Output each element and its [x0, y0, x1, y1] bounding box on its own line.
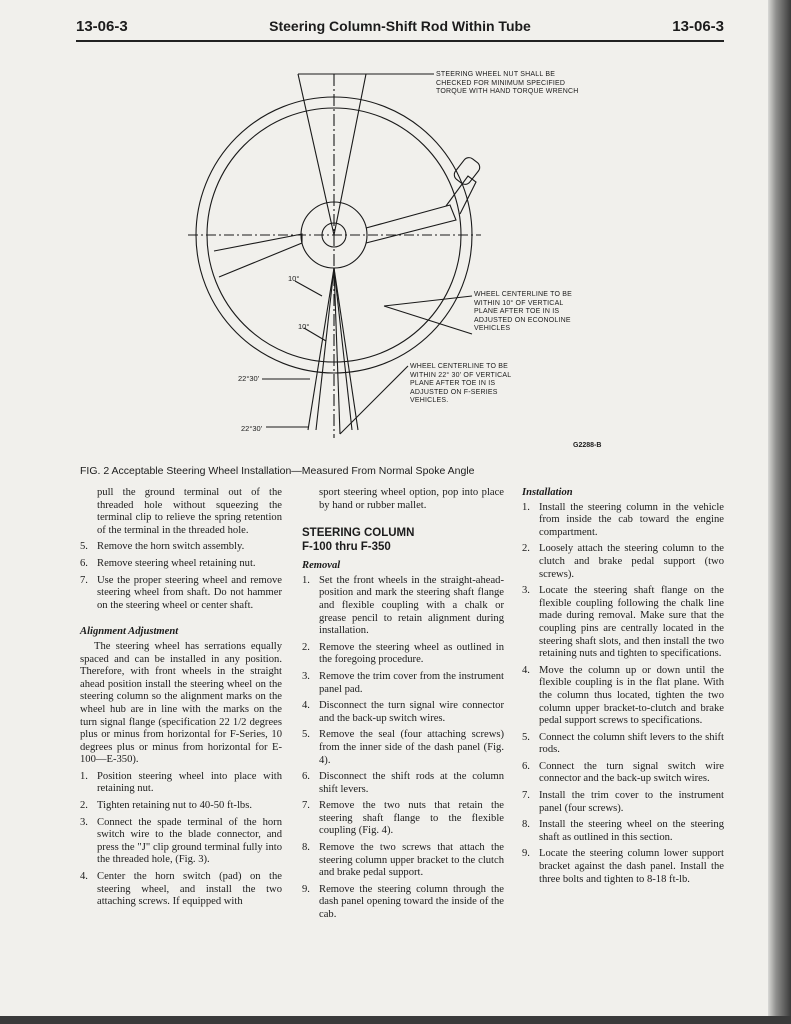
angle-label-22-30-lower: 22°30' [241, 424, 263, 433]
page-title: Steering Column-Shift Rod Within Tube [269, 18, 531, 34]
page-edge-shadow [768, 0, 791, 1024]
angle-label-10-lower: 10° [298, 322, 310, 331]
list-item: 4. Move the column up or down until the flexible coupling is in the flat plane. With the column thus located, tighten the two column upper bracket-to-clutch and brake pedal support screws to specifications. [522, 664, 724, 727]
list-item: 8. Remove the two screws that attach the steering column upper bracket to the clutch and brake pedal support. [302, 842, 504, 879]
angle-label-22-30-upper: 22°30' [238, 374, 260, 383]
list-item: 6. Disconnect the shift rods at the column shift levers. [302, 771, 504, 795]
paragraph: sport steering wheel option, pop into place by hand or rubber mallet. [319, 487, 504, 511]
list-item: 1. Set the front wheels in the straight-ahead-position and mark the steering shaft flange and flexible coupling with a chalk or grease pencil to retain alignment during installation. [302, 574, 504, 637]
subsection-title-removal: Removal [302, 560, 341, 572]
list-item: 2. Loosely attach the steering column to the clutch and brake pedal support (two screws). [522, 543, 724, 580]
list-item: 1. Position steering wheel into place with retaining nut. [80, 770, 282, 795]
list-item: 7. Remove the two nuts that retain the steering shaft flange to the flexible coupling (Fig. 4). [302, 800, 504, 837]
section-heading: STEERING COLUMN F-100 thru F-350 [302, 527, 415, 554]
paragraph: The steering wheel has serrations equally spaced and can be installed in any position. Therefore, with front wheels in the straight ahead position install the steering wheel on the steering column so the alignment marks on the wheel hub are in line with the marks on the turn signal flange (specification 22 1/2 degrees plus or minus from horizontal for F-Series, 10 degrees plus or minus from horizontal for E-100—E-350). [80, 640, 282, 766]
page-bottom-shadow [0, 1016, 791, 1024]
callout-nut-torque: STEERING WHEEL NUT SHALL BE CHECKED FOR MINIMUM SPECIFIED TORQUE WITH HAND TORQUE WRENCH [436, 71, 579, 96]
list-item: 5. Remove the seal (four attaching screws) from the inner side of the dash panel (Fig. 4). [302, 729, 504, 766]
list-item: 3. Locate the steering shaft flange on the flexible coupling following the chalk line made during removal. Make sure that the coupling pins are centrally located in the steering shaft slots, and then install the two retaining nuts and tighten to specifications. [522, 585, 724, 660]
callout-fseries-centerline: WHEEL CENTERLINE TO BE WITHIN 22° 30' OF VERTICAL PLANE AFTER TOE IN IS ADJUSTED ON F-SERIES VEHICLES. [410, 363, 512, 405]
list-item: 5. Remove the horn switch assembly. [80, 541, 245, 553]
list-item: 7. Install the trim cover to the instrument panel (four screws). [522, 790, 724, 814]
text-column-1 [80, 487, 282, 913]
figure-caption: FIG. 2 Acceptable Steering Wheel Installation—Measured From Normal Spoke Angle [80, 465, 475, 477]
list-item: 7. Use the proper steering wheel and remove steering wheel from shaft. Do not hammer on the steering wheel or center shaft. [80, 574, 282, 611]
spoke-left [214, 234, 302, 277]
spoke-right [366, 205, 456, 243]
subsection-title-alignment: Alignment Adjustment [80, 626, 179, 638]
page-number-left: 13-06-3 [76, 18, 128, 35]
list-item: 8. Install the steering wheel on the steering shaft as outlined in this section. [522, 819, 724, 843]
page-header [76, 14, 724, 42]
list-item: 2. Tighten retaining nut to 40-50 ft-lbs. [80, 800, 252, 812]
paragraph: pull the ground terminal out of the threaded hole without squeezing the terminal clip to relieve the spring retention of the terminal in the threaded hole. [97, 487, 282, 536]
list-item: 5. Connect the column shift levers to the shift rods. [522, 731, 724, 756]
list-item: 9. Remove the steering column through the dash panel opening toward the inside of the cab. [302, 883, 504, 921]
list-item: 2. Remove the steering wheel as outlined in the foregoing procedure. [302, 641, 504, 666]
angle-label-10-upper: 10° [288, 274, 300, 283]
text-column-3 [522, 487, 724, 890]
steering-wheel-diagram [76, 58, 724, 458]
list-item: 9. Locate the steering column lower support bracket against the dash panel. Install the three bolts and tighten to 8-18 ft-lb. [522, 848, 724, 885]
subsection-title-installation: Installation [522, 487, 573, 498]
list-item: 6. Remove steering wheel retaining nut. [80, 557, 256, 569]
figure-id: G2288-B [573, 442, 602, 449]
list-item: 4. Disconnect the turn signal wire connector and the back-up switch wires. [302, 700, 504, 724]
page-number-right: 13-06-3 [672, 18, 724, 35]
list-item: 4. Center the horn switch (pad) on the steering wheel, and install the two attaching screws. If equipped with [80, 871, 282, 908]
list-item: 6. Connect the turn signal switch wire connector and the back-up switch wires. [522, 760, 724, 785]
list-item: 3. Remove the trim cover from the instrument panel pad. [302, 670, 504, 695]
text-column-2 [302, 487, 504, 926]
list-item: 3. Connect the spade terminal of the horn switch wire to the blade connector, and press the "J" clip ground terminal fully into the threaded hole, (Fig. 3). [80, 816, 282, 866]
list-item: 1. Install the steering column in the vehicle from inside the cab toward the engine compartment. [522, 501, 724, 538]
callout-econoline-centerline: WHEEL CENTERLINE TO BE WITHIN 10° OF VERTICAL PLANE AFTER TOE IN IS ADJUSTED ON ECONOLINE VEHICLES [474, 291, 573, 333]
